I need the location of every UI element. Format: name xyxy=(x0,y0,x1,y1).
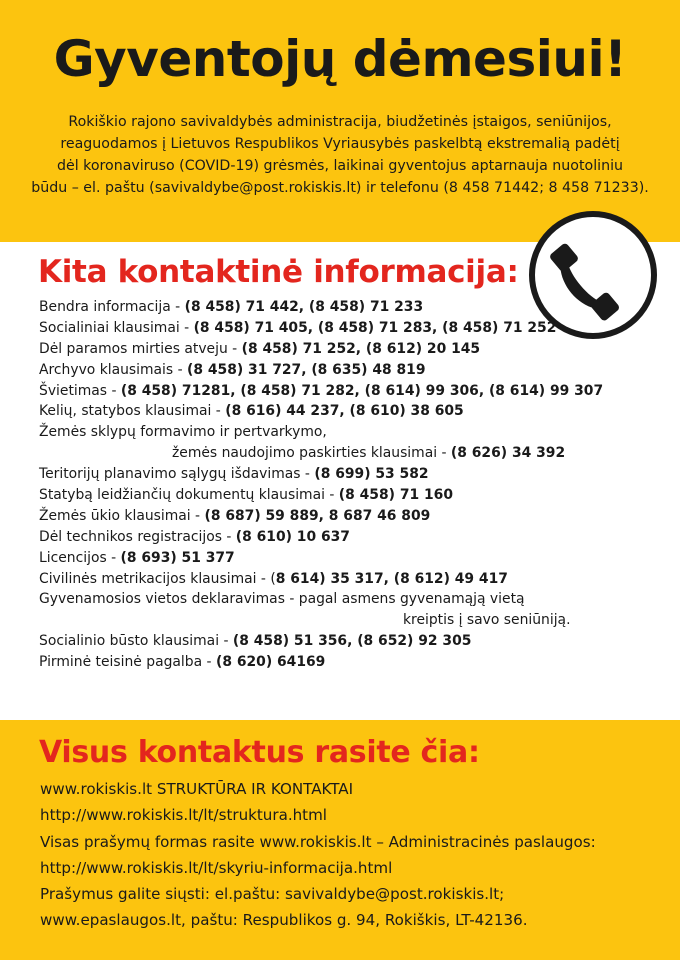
contact-label: kreiptis į savo seniūniją. xyxy=(403,612,571,629)
link-line: http://www.rokiskis.lt/lt/skyriu-informacija.html xyxy=(40,858,393,877)
contact-list xyxy=(39,297,659,673)
contact-row xyxy=(39,381,659,402)
contact-row xyxy=(39,297,659,318)
contact-label: Socialinio būsto klausimai - xyxy=(39,633,233,650)
contact-row xyxy=(39,485,659,506)
contact-phone: (8 458) 71 160 xyxy=(338,487,453,504)
section-title-contacts: Kita kontaktinė informacija: xyxy=(38,254,519,290)
contact-phone: (8 610) 10 637 xyxy=(235,528,350,545)
contact-row xyxy=(39,610,659,631)
contact-label: Civilinės metrikacijos klausimai - ( xyxy=(39,570,276,587)
contact-label: Žemės sklypų formavimo ir pertvarkymo, xyxy=(39,424,327,441)
contact-label: Licencijos - xyxy=(39,549,121,566)
intro-line: dėl koronaviruso (COVID-19) grėsmės, laikinai gyventojus aptarnauja nuotoliniu xyxy=(56,158,624,174)
contact-label: Dėl technikos registracijos - xyxy=(39,528,236,545)
contact-label: Pirminė teisinė pagalba - xyxy=(39,654,216,671)
contact-row xyxy=(39,548,659,569)
section-title-links: Visus kontaktus rasite čia: xyxy=(39,735,480,770)
links-list xyxy=(40,776,670,934)
contact-row xyxy=(39,589,659,610)
contact-phone: 8 614) 35 317, (8 612) 49 417 xyxy=(275,570,508,587)
contact-phone: (8 620) 64169 xyxy=(215,654,326,671)
contact-row xyxy=(39,631,659,652)
contact-row xyxy=(39,318,659,339)
contact-row xyxy=(39,339,659,360)
contact-row xyxy=(39,527,659,548)
contact-row xyxy=(39,569,659,590)
contact-phone: (8 699) 53 582 xyxy=(314,466,429,483)
link-line: www.epaslaugos.lt, paštu: Respublikos g. 94, Rokiškis, LT-42136. xyxy=(40,911,528,930)
intro-notice xyxy=(14,111,666,199)
contact-phone: (8 458) 51 356, (8 652) 92 305 xyxy=(232,633,472,650)
contact-row xyxy=(39,443,659,464)
link-line: Prašymus galite siųsti: el.paštu: savivaldybe@post.rokiskis.lt; xyxy=(40,885,505,904)
contact-row xyxy=(39,401,659,422)
page-title: Gyventojų dėmesiui! xyxy=(53,30,627,88)
link-line: http://www.rokiskis.lt/lt/struktura.html xyxy=(40,806,327,825)
contact-label: Bendra informacija - xyxy=(39,299,185,315)
contact-label: Švietimas - xyxy=(39,382,121,399)
contact-phone: (8 458) 31 727, (8 635) 48 819 xyxy=(187,361,426,378)
contact-phone: (8 458) 71 405, (8 458) 71 283, (8 458) 71 252 xyxy=(193,319,557,336)
contact-label: Socialiniai klausimai - xyxy=(39,319,194,336)
contact-label: Teritorijų planavimo sąlygų išdavimas - xyxy=(39,466,315,483)
intro-line: reaguodamos į Lietuvos Respublikos Vyriausybės paskelbtą ekstremalią padėtį xyxy=(60,136,620,152)
contact-label: Statybą leidžiančių dokumentų klausimai - xyxy=(39,487,339,504)
contact-label: Archyvo klausimais - xyxy=(39,361,188,378)
contact-label: Dėl paramos mirties atveju - xyxy=(39,340,242,357)
contact-label: Žemės ūkio klausimai - xyxy=(39,507,205,524)
intro-line: Rokiškio rajono savivaldybės administracija, biudžetinės įstaigos, seniūnijos, xyxy=(68,114,612,130)
link-line: www.rokiskis.lt STRUKTŪRA IR KONTAKTAI xyxy=(40,780,354,798)
contact-row xyxy=(39,422,659,443)
contact-label: Gyvenamosios vietos deklaravimas - pagal asmens gyvenamąją vietą xyxy=(39,591,525,608)
contact-phone: (8 687) 59 889, 8 687 46 809 xyxy=(204,507,431,524)
contact-label: žemės naudojimo paskirties klausimai - xyxy=(172,445,451,462)
contact-phone: (8 616) 44 237, (8 610) 38 605 xyxy=(225,403,464,420)
intro-line: būdu – el. paštu (savivaldybe@post.rokiskis.lt) ir telefonu (8 458 71442; 8 458 71233). xyxy=(31,180,649,196)
contact-phone: (8 693) 51 377 xyxy=(120,549,235,566)
contact-phone: (8 458) 71281, (8 458) 71 282, (8 614) 99 306, (8 614) 99 307 xyxy=(120,382,604,399)
contact-phone: (8 626) 34 392 xyxy=(450,445,566,462)
contact-row xyxy=(39,360,659,381)
contact-row xyxy=(39,464,659,485)
link-line: Visas prašymų formas rasite www.rokiskis.lt – Administracinės paslaugos: xyxy=(40,832,596,851)
contact-label: Kelių, statybos klausimai - xyxy=(39,403,226,420)
contact-phone: (8 458) 71 442, (8 458) 71 233 xyxy=(184,299,424,315)
contact-phone: (8 458) 71 252, (8 612) 20 145 xyxy=(241,340,481,357)
contact-row xyxy=(39,652,659,673)
contact-row xyxy=(39,506,659,527)
